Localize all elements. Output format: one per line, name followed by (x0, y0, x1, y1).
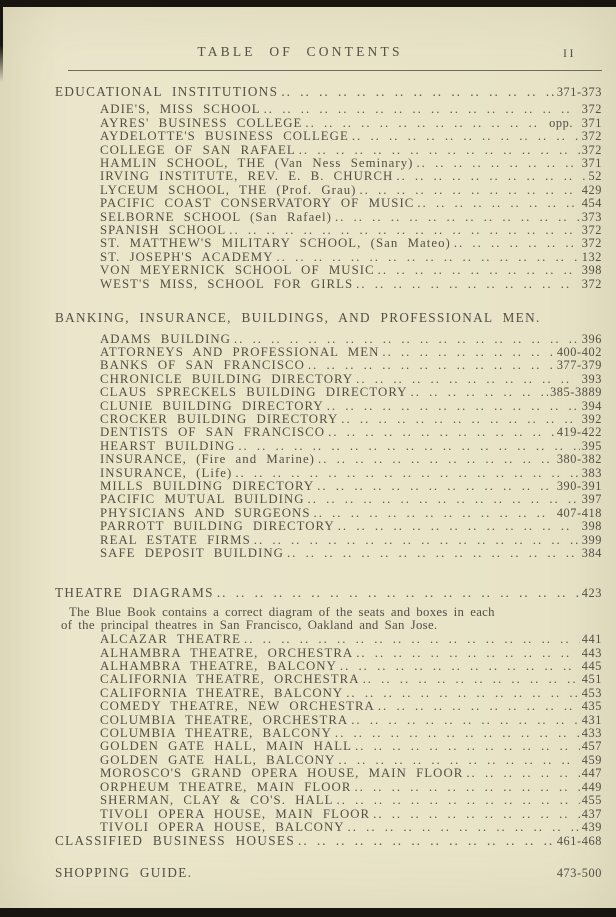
entry-title: CHRONICLE BUILDING DIRECTORY (100, 371, 354, 386)
dot-leader (217, 586, 580, 599)
dot-leader (351, 714, 580, 727)
section-heading-row (55, 834, 602, 848)
toc-entry-row (100, 426, 602, 439)
dot-leader (317, 480, 555, 493)
entry-title: AYRES' BUSINESS COLLEGE (100, 115, 303, 130)
dot-leader (335, 211, 580, 224)
dot-leader (363, 673, 580, 686)
dot-leader (378, 700, 580, 713)
entry-title: SELBORNE SCHOOL (San Rafael) (100, 209, 332, 224)
toc-entry-row (100, 507, 602, 520)
dot-leader (355, 740, 580, 753)
entry-title: REAL ESTATE FIRMS (100, 532, 251, 547)
section-heading-row (55, 85, 602, 99)
entry-page-number: 435 (581, 699, 602, 714)
entry-page-number: 453 (581, 685, 602, 700)
toc-entry-row (100, 224, 602, 237)
dot-leader (378, 264, 580, 277)
entry-page-number: 398 (581, 263, 602, 278)
entry-title: CALIFORNIA THEATRE, ORCHESTRA (100, 672, 360, 687)
toc-entry-row (100, 754, 602, 767)
toc-entry-row (100, 687, 602, 700)
dot-leader (337, 794, 580, 807)
toc-entry-row (100, 647, 602, 660)
entry-title: DENTISTS OF SAN FRANCISCO (100, 425, 326, 440)
entry-page-number: 431 (581, 712, 602, 727)
entry-title: CALIFORNIA THEATRE, BALCONY (100, 685, 344, 700)
dot-leader (327, 400, 580, 413)
toc-entry-row (100, 170, 602, 183)
toc-entry-row (100, 700, 602, 713)
entry-page-number: 396 (581, 331, 602, 346)
scan-edge-left (0, 0, 3, 82)
toc-entry-row (100, 130, 602, 143)
toc-section (55, 834, 602, 848)
dot-leader (348, 821, 580, 834)
toc-entry-row (100, 359, 602, 372)
toc-section (55, 866, 602, 880)
dot-leader (264, 103, 580, 116)
dot-leader (454, 237, 580, 250)
entry-page-number: 447 (581, 766, 602, 781)
toc-entry-row (100, 673, 602, 686)
toc-entry-row (100, 660, 602, 673)
entry-title: COLUMBIA THEATRE, ORCHESTRA (100, 712, 349, 727)
dot-leader (359, 184, 579, 197)
dot-leader (411, 386, 549, 399)
section-entries (55, 633, 602, 834)
dot-leader (354, 781, 579, 794)
toc-entry-row (100, 103, 602, 116)
toc-entry-row (100, 480, 602, 493)
toc-entry-row (100, 333, 602, 346)
dot-leader (341, 413, 579, 426)
entry-title: WEST'S MISS, SCHOOL FOR GIRLS (100, 276, 354, 291)
entry-page-number: 437 (581, 806, 602, 821)
entry-page-number: 392 (581, 411, 602, 426)
entry-title: AYDELOTTE'S BUSINESS COLLEGE (100, 129, 349, 144)
dot-leader (244, 633, 580, 646)
entry-page-number: 457 (581, 739, 602, 754)
dot-leader (335, 727, 580, 740)
note-line: of the principal theatres in San Francisco, Oakland and San Jose. (61, 618, 438, 633)
entry-title: ORPHEUM THEATRE, MAIN FLOOR (100, 779, 352, 794)
running-head-title: TABLE OF CONTENTS (197, 44, 403, 59)
toc-section (55, 85, 602, 291)
entry-page-number: 371 (581, 156, 602, 171)
dot-leader (281, 85, 554, 98)
entry-title: PACIFIC MUTUAL BUILDING (100, 492, 305, 507)
toc-entry-row (100, 184, 602, 197)
toc-entry-row (100, 633, 602, 646)
dot-leader (308, 359, 555, 372)
dot-leader (308, 493, 580, 506)
toc-entry-row (100, 727, 602, 740)
entry-page-number: 459 (581, 752, 602, 767)
entry-title: SAFE DEPOSIT BUILDING (100, 546, 284, 560)
entry-title: TIVOLI OPERA HOUSE, BALCONY (100, 819, 345, 834)
toc-entry-row (100, 251, 602, 264)
section-title: BANKING, INSURANCE, BUILDINGS, AND PROFESSIONAL MEN. (55, 310, 541, 326)
entry-title: HAMLIN SCHOOL, THE (Van Ness Seminary) (100, 156, 414, 171)
entry-page-number: 407-418 (556, 505, 602, 520)
dot-leader (356, 647, 580, 660)
toc-entry-row (100, 157, 602, 170)
toc-entry-row (100, 767, 602, 780)
toc-entry-row (100, 821, 602, 834)
table-of-contents (55, 80, 602, 880)
toc-entry-row (100, 373, 602, 386)
entry-title: IRVING INSTITUTE, REV. E. B. CHURCH (100, 169, 394, 184)
entry-page-number: 445 (581, 659, 602, 674)
toc-entry-row (100, 781, 602, 794)
entry-page-number: opp. 371 (549, 115, 602, 130)
toc-entry-row (100, 740, 602, 753)
dot-leader (299, 144, 580, 157)
toc-entry-row (100, 144, 602, 157)
entry-page-number: 52 (588, 169, 602, 184)
dot-leader (287, 547, 580, 560)
scan-edge-top (0, 0, 616, 7)
toc-entry-row (100, 278, 602, 291)
section-page-number: 371-373 (556, 85, 602, 99)
dot-leader (235, 467, 579, 480)
entry-page-number: 383 (581, 465, 602, 480)
section-note (61, 606, 602, 632)
toc-entry-row (100, 413, 602, 426)
entry-title: ALCAZAR THEATRE (100, 632, 242, 647)
entry-title: ALHAMBRA THEATRE, BALCONY (100, 659, 337, 674)
entry-page-number: 398 (581, 519, 602, 534)
entry-page-number: 384 (581, 546, 602, 560)
toc-entry-row (100, 493, 602, 506)
dot-leader (298, 834, 555, 847)
section-entries (55, 333, 602, 561)
toc-entry-row (100, 520, 602, 533)
entry-title: MOROSCO'S GRAND OPERA HOUSE, MAIN FLOOR (100, 766, 464, 781)
toc-entry-row (100, 467, 602, 480)
entry-title: ADAMS BUILDING (100, 331, 231, 346)
entry-title: INSURANCE, (Life) (100, 465, 233, 480)
entry-page-number: 373 (581, 209, 602, 224)
entry-page-number: 443 (581, 645, 602, 660)
entry-title: INSURANCE, (Fire and Marine) (100, 452, 315, 467)
entry-title: BANKS OF SAN FRANCISCO (100, 358, 305, 373)
section-heading-row (55, 866, 602, 880)
dot-leader (356, 278, 580, 291)
dot-leader (382, 346, 554, 359)
entry-page-number: 380-382 (556, 452, 602, 467)
entry-title: PARROTT BUILDING DIRECTORY (100, 519, 335, 534)
toc-entry-row (100, 808, 602, 821)
entry-page-number: 429 (581, 182, 602, 197)
entry-page-number: 132 (581, 249, 602, 264)
toc-entry-row (100, 264, 602, 277)
entry-page-number: 372 (581, 236, 602, 251)
dot-leader (416, 157, 579, 170)
dot-leader (328, 426, 555, 439)
entry-page-number: 393 (581, 371, 602, 386)
entry-title: MILLS BUILDING DIRECTORY (100, 478, 315, 493)
toc-entry-row (100, 117, 602, 130)
entry-title: CLUNIE BUILDING DIRECTORY (100, 398, 324, 413)
dot-leader (254, 534, 580, 547)
entry-page-number: 377-379 (556, 358, 602, 373)
toc-section (55, 311, 602, 560)
entry-page-number: 394 (581, 398, 602, 413)
entry-page-number: 451 (581, 672, 602, 687)
section-title: THEATRE DIAGRAMS (55, 585, 214, 601)
entry-title: VON MEYERNICK SCHOOL OF MUSIC (100, 263, 375, 278)
dot-leader (352, 130, 580, 143)
entry-page-number: 372 (581, 129, 602, 144)
entry-page-number: 372 (581, 223, 602, 238)
entry-page-number: 372 (581, 142, 602, 157)
dot-leader (238, 440, 579, 453)
section-title: EDUCATIONAL INSTITUTIONS (55, 84, 279, 99)
entry-page-number: 419-422 (556, 425, 602, 440)
entry-title: COLLEGE OF SAN RAFAEL (100, 142, 296, 157)
entry-page-number: 390-391 (556, 478, 602, 493)
dot-leader (340, 660, 580, 673)
dot-leader (314, 507, 555, 520)
entry-page-number: 433 (581, 726, 602, 741)
toc-entry-row (100, 440, 602, 453)
page-number: II (563, 46, 576, 60)
entry-page-number: 400-402 (556, 344, 602, 359)
entry-page-number: 385-3889 (550, 385, 602, 400)
toc-entry-row (100, 211, 602, 224)
entry-page-number: 399 (581, 532, 602, 547)
entry-title: ADIE'S, MISS SCHOOL (100, 102, 261, 117)
dot-leader (305, 117, 547, 130)
toc-section (55, 586, 602, 834)
entry-page-number: 372 (581, 276, 602, 291)
section-title: CLASSIFIED BUSINESS HOUSES (55, 833, 296, 849)
section-title: SHOPPING GUIDE. (55, 864, 193, 880)
dot-leader (234, 333, 580, 346)
entry-title: CROCKER BUILDING DIRECTORY (100, 411, 339, 426)
entry-page-number: 372 (581, 102, 602, 117)
entry-page-number: 441 (581, 632, 602, 647)
entry-title: TIVOLI OPERA HOUSE, MAIN FLOOR (100, 806, 371, 821)
section-page-number: 461-468 (556, 834, 602, 849)
dot-leader (338, 754, 579, 767)
entry-page-number: 449 (581, 779, 602, 794)
dot-leader (338, 520, 580, 533)
toc-entry-row (100, 237, 602, 250)
toc-entry-row (100, 197, 602, 210)
section-page-number: 423 (581, 586, 602, 601)
dot-leader (318, 453, 555, 466)
entry-title: HEARST BUILDING (100, 438, 236, 453)
header-rule (68, 70, 602, 71)
dot-leader (373, 808, 580, 821)
scan-edge-bottom (0, 908, 616, 917)
entry-page-number: 454 (581, 196, 602, 211)
dot-leader (396, 170, 586, 183)
toc-entry-row (100, 400, 602, 413)
entry-title: PHYSICIANS AND SURGEONS (100, 505, 311, 520)
section-entries (55, 103, 602, 291)
entry-title: GOLDEN GATE HALL, MAIN HALL (100, 739, 352, 754)
toc-entry-row (100, 386, 602, 399)
entry-title: CLAUS SPRECKELS BUILDING DIRECTORY (100, 385, 408, 400)
entry-title: ST. JOSEPH'S ACADEMY (100, 249, 274, 264)
toc-entry-row (100, 453, 602, 466)
entry-page-number: 455 (581, 793, 602, 808)
entry-title: LYCEUM SCHOOL, THE (Prof. Grau) (100, 182, 357, 197)
entry-title: ST. MATTHEW'S MILITARY SCHOOL, (San Mateo) (100, 236, 451, 251)
entry-title: ATTORNEYS AND PROFESSIONAL MEN (100, 344, 380, 359)
dot-leader (417, 197, 579, 210)
entry-page-number: 395 (581, 438, 602, 453)
toc-entry-row (100, 534, 602, 547)
entry-page-number: 439 (581, 819, 602, 834)
entry-title: SHERMAN, CLAY & CO'S. HALL (100, 793, 334, 808)
entry-title: PACIFIC COAST CONSERVATORY OF MUSIC (100, 196, 415, 211)
toc-entry-row (100, 346, 602, 359)
dot-leader (356, 373, 580, 386)
entry-title: COMEDY THEATRE, NEW ORCHESTRA (100, 699, 375, 714)
note-line: The Blue Book contains a correct diagram of the seats and boxes in each (69, 604, 495, 619)
dot-leader (229, 224, 579, 237)
dot-leader (466, 767, 579, 780)
section-heading-row (55, 586, 602, 600)
entry-title: ALHAMBRA THEATRE, ORCHESTRA (100, 645, 354, 660)
toc-entry-row (100, 547, 602, 560)
section-page-number: 473-500 (556, 865, 602, 880)
entry-title: GOLDEN GATE HALL, BALCONY (100, 752, 336, 767)
toc-entry-row (100, 714, 602, 727)
entry-page-number: 397 (581, 492, 602, 507)
section-heading-row (55, 311, 602, 324)
dot-leader (277, 251, 580, 264)
entry-title: SPANISH SCHOOL (100, 223, 227, 238)
toc-entry-row (100, 794, 602, 807)
dot-leader (346, 687, 580, 700)
entry-title: COLUMBIA THEATRE, BALCONY (100, 726, 332, 741)
